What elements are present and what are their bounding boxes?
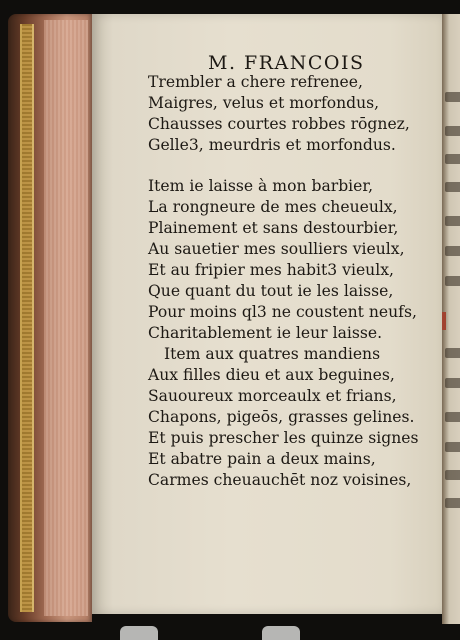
- verse-line: Carmes cheuauchēt noz voisines,: [148, 471, 412, 489]
- stanza-2: [148, 176, 428, 491]
- stanza-1: [148, 72, 428, 156]
- page-edges: [44, 20, 88, 616]
- verse-line: Au sauetier mes soulliers vieulx,: [148, 240, 405, 258]
- facing-page-edge: [442, 14, 460, 624]
- verse-line: Chausses courtes robbes rōgnez,: [148, 115, 410, 133]
- verse-line: Et au fripier mes habit3 vieulx,: [148, 261, 394, 279]
- verse-line: Item ie laisse à mon barbier,: [148, 177, 374, 195]
- verse-line: La rongneure de mes cheueulx,: [148, 198, 398, 216]
- running-head: M. FRANCOIS: [208, 52, 365, 74]
- verse-line: Que quant du tout ie les laisse,: [148, 282, 394, 300]
- verse-line: Et abatre pain a deux mains,: [148, 450, 376, 468]
- verse-line: Plainement et sans destourbier,: [148, 219, 399, 237]
- verse-line: Pour moins ql3 ne coustent neufs,: [148, 303, 417, 321]
- verse-line: Sauoureux morceaulx et frians,: [148, 387, 397, 405]
- verse-line: Item aux quatres mandiens: [164, 345, 381, 363]
- bookmark-ribbon: [442, 312, 446, 330]
- book-binding: [8, 14, 92, 622]
- verse-line: Maigres, velus et morfondus,: [148, 94, 380, 112]
- verse-line: Aux filles dieu et aux beguines,: [148, 366, 395, 384]
- verse-line: Trembler a chere refrenee,: [148, 73, 363, 91]
- page-holder-right: [262, 626, 300, 640]
- page-holder-left: [120, 626, 158, 640]
- verse-line: Gelle3, meurdris et morfondus.: [148, 136, 396, 154]
- verse-line: Chapons, pigeōs, grasses gelines.: [148, 408, 415, 426]
- gilt-border: [20, 24, 34, 612]
- verse-line: Et puis prescher les quinze signes: [148, 429, 419, 447]
- verse-line: Charitablement ie leur laisse.: [148, 324, 383, 342]
